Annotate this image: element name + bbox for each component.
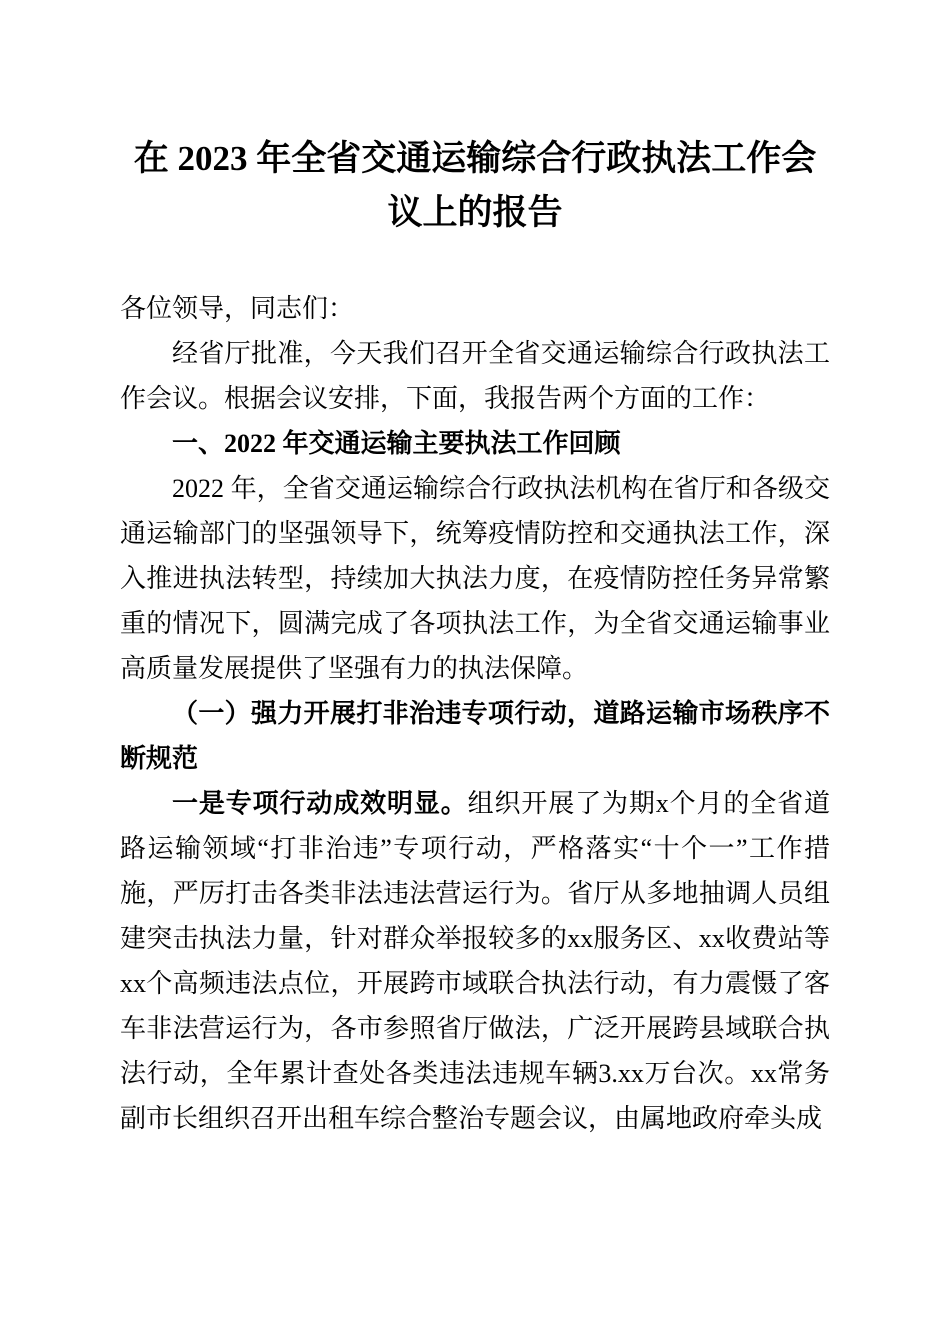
paragraph bbox=[120, 286, 830, 331]
text-run: 组织开展了为期x个月的全省道路运输领域“打非治违”专项行动，严格落实“十个一”工作措施，严厉打击各类非法违法营运行为。省厅从多地抽调人员组建突击执法力量，针对群众举报较多的xx服务区、xx收费站等xx个高频违法点位，开展跨市域联合执法行动，有力震慑了客车非法营运行为，各市参照省厅做法，广泛开展跨县域联合执法行动，全年累计查处各类违法违规车辆3.xx万台次。xx常务副市长组织召开出租车综合整治专题会议，由属地政府牵头成 bbox=[120, 789, 830, 1133]
bold-text-run: （一）强力开展打非治违专项行动，道路运输市场秩序不断规范 bbox=[120, 699, 830, 773]
text-run: 经省厅批准，今天我们召开全省交通运输综合行政执法工作会议。根据会议安排，下面，我报告两个方面的工作： bbox=[120, 339, 830, 413]
document-body bbox=[120, 286, 830, 1141]
paragraph bbox=[120, 691, 830, 781]
paragraph bbox=[120, 331, 830, 421]
document-title: 在 2023 年全省交通运输综合行政执法工作会议上的报告 bbox=[133, 139, 817, 232]
paragraph bbox=[120, 466, 830, 691]
paragraph bbox=[120, 781, 830, 1141]
text-run: 各位领导，同志们： bbox=[120, 294, 355, 323]
bold-text-run: 一是专项行动成效明显。 bbox=[172, 789, 468, 818]
paragraph bbox=[120, 421, 830, 466]
text-run: 2022 年，全省交通运输综合行政执法机构在省厅和各级交通运输部门的坚强领导下，统筹疫情防控和交通执法工作，深入推进执法转型，持续加大执法力度，在疫情防控任务异常繁重的情况下，圆满完成了各项执法工作，为全省交通运输事业高质量发展提供了坚强有力的执法保障。 bbox=[120, 474, 830, 683]
bold-text-run: 一、2022 年交通运输主要执法工作回顾 bbox=[172, 429, 621, 458]
